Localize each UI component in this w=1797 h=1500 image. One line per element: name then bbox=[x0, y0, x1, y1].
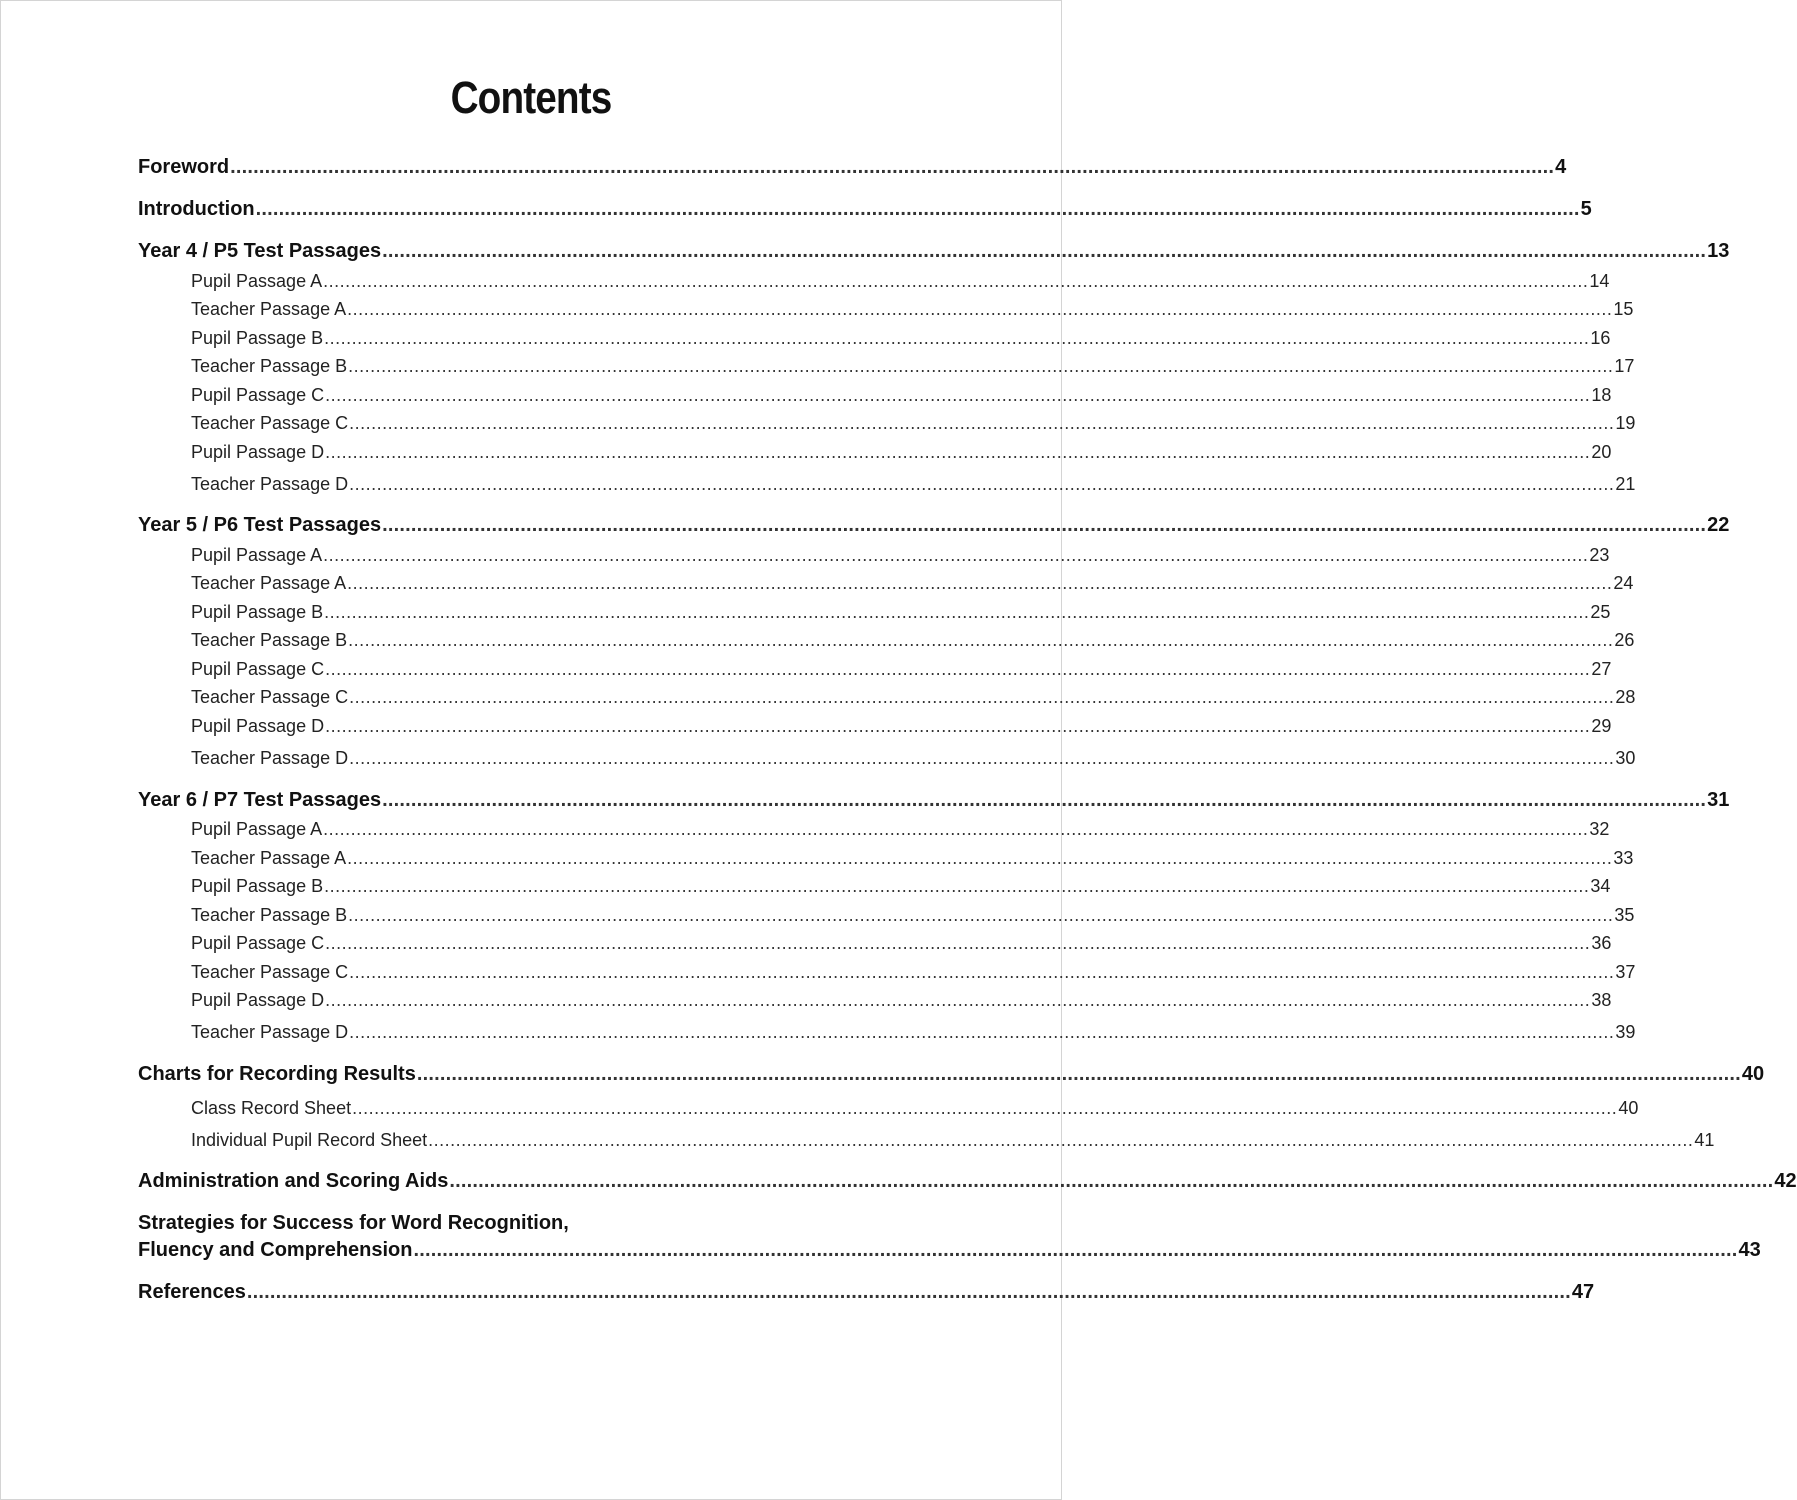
toc-subsection-entry[interactable] bbox=[191, 1022, 1636, 1043]
toc-page-number: 47 bbox=[1571, 1281, 1595, 1303]
toc-subsection-entry[interactable] bbox=[191, 716, 1612, 737]
toc-page-number: 20 bbox=[1591, 442, 1612, 462]
toc-page-number: 27 bbox=[1591, 659, 1612, 679]
toc-subsection-entry[interactable] bbox=[191, 328, 1611, 349]
dot-leader: ...................................................................................................................................................................................................................................... bbox=[325, 990, 1591, 1010]
toc-entry-label: Pupil Passage B bbox=[191, 602, 324, 622]
toc-page-number: 23 bbox=[1589, 545, 1610, 565]
toc-page-number: 17 bbox=[1614, 356, 1635, 376]
dot-leader: ...................................................................................................................................................................................................................................... bbox=[348, 905, 1614, 925]
toc-entry-label: Pupil Passage B bbox=[191, 328, 324, 348]
dot-leader: ...................................................................................................................................................................................................................................... bbox=[347, 573, 1613, 593]
dot-leader: ...................................................................................................................................................................................................................................... bbox=[347, 848, 1613, 868]
toc-entry-label: Pupil Passage C bbox=[191, 933, 325, 953]
toc-entry-label: Pupil Passage B bbox=[191, 876, 324, 896]
toc-section-entry[interactable] bbox=[138, 514, 1730, 537]
toc-entry-label: Teacher Passage B bbox=[191, 356, 348, 376]
toc-page-number: 19 bbox=[1615, 413, 1636, 433]
toc-page-number: 30 bbox=[1615, 748, 1636, 768]
dot-leader: ...................................................................................................................................................................................................................................... bbox=[349, 413, 1615, 433]
toc-subsection-entry[interactable] bbox=[191, 1098, 1639, 1119]
toc-page-number: 39 bbox=[1615, 1022, 1636, 1042]
toc-entry-label: Pupil Passage D bbox=[191, 990, 325, 1010]
dot-leader: ...................................................................................................................................................................................................................................... bbox=[325, 659, 1591, 679]
toc-entry-label: Pupil Passage C bbox=[191, 385, 325, 405]
dot-leader: ...................................................................................................................................................................................................................................... bbox=[324, 876, 1590, 896]
dot-leader: ...................................................................................................................................................................................................................................... bbox=[382, 514, 1707, 536]
dot-leader: ...................................................................................................................................................................................................................................... bbox=[325, 716, 1591, 736]
toc-entry-label: Teacher Passage C bbox=[191, 413, 349, 433]
dot-leader: ...................................................................................................................................................................................................................................... bbox=[428, 1130, 1694, 1150]
toc-subsection-entry[interactable] bbox=[191, 1130, 1715, 1151]
toc-page-number: 5 bbox=[1580, 198, 1592, 220]
toc-section-entry[interactable] bbox=[138, 1281, 1595, 1304]
toc-subsection-entry[interactable] bbox=[191, 299, 1634, 320]
toc-entry-label: Class Record Sheet bbox=[191, 1098, 352, 1118]
toc-page-number: 29 bbox=[1591, 716, 1612, 736]
toc-section-entry[interactable] bbox=[138, 240, 1730, 263]
toc-page-number: 26 bbox=[1614, 630, 1635, 650]
toc-subsection-entry[interactable] bbox=[191, 933, 1612, 954]
toc-entry-label: Teacher Passage A bbox=[191, 848, 347, 868]
toc-entry-label: Foreword bbox=[138, 156, 230, 178]
toc-page-number: 28 bbox=[1615, 687, 1636, 707]
dot-leader: ...................................................................................................................................................................................................................................... bbox=[325, 385, 1591, 405]
toc-section-entry[interactable] bbox=[138, 789, 1730, 812]
dot-leader: ...................................................................................................................................................................................................................................... bbox=[382, 789, 1707, 811]
toc-subsection-entry[interactable] bbox=[191, 905, 1635, 926]
toc-section-label-line: Strategies for Success for Word Recognition, bbox=[138, 1212, 569, 1234]
dot-leader: ...................................................................................................................................................................................................................................... bbox=[246, 1281, 1571, 1303]
toc-entry-label: Teacher Passage C bbox=[191, 687, 349, 707]
dot-leader: ...................................................................................................................................................................................................................................... bbox=[325, 442, 1591, 462]
toc-page-number: 38 bbox=[1591, 990, 1612, 1010]
toc-section-entry[interactable] bbox=[138, 1239, 1761, 1262]
toc-entry-label: Teacher Passage C bbox=[191, 962, 349, 982]
toc-entry-label: Year 5 / P6 Test Passages bbox=[138, 514, 382, 536]
dot-leader: ...................................................................................................................................................................................................................................... bbox=[230, 156, 1555, 178]
dot-leader: ...................................................................................................................................................................................................................................... bbox=[416, 1063, 1741, 1085]
toc-subsection-entry[interactable] bbox=[191, 413, 1636, 434]
toc-page-number: 18 bbox=[1591, 385, 1612, 405]
toc-subsection-entry[interactable] bbox=[191, 385, 1612, 406]
toc-page-number: 16 bbox=[1590, 328, 1611, 348]
dot-leader: ...................................................................................................................................................................................................................................... bbox=[323, 819, 1589, 839]
toc-entry-label: Teacher Passage A bbox=[191, 573, 347, 593]
toc-page-number: 32 bbox=[1589, 819, 1610, 839]
toc-subsection-entry[interactable] bbox=[191, 876, 1611, 897]
toc-page-number: 37 bbox=[1615, 962, 1636, 982]
toc-subsection-entry[interactable] bbox=[191, 356, 1635, 377]
toc-entry-label: Teacher Passage A bbox=[191, 299, 347, 319]
dot-leader: ...................................................................................................................................................................................................................................... bbox=[255, 198, 1580, 220]
toc-subsection-entry[interactable] bbox=[191, 990, 1612, 1011]
toc-page-number: 22 bbox=[1707, 514, 1730, 536]
toc-subsection-entry[interactable] bbox=[191, 848, 1634, 869]
toc-page-number: 40 bbox=[1741, 1063, 1765, 1085]
dot-leader: ...................................................................................................................................................................................................................................... bbox=[413, 1239, 1738, 1261]
dot-leader: ...................................................................................................................................................................................................................................... bbox=[349, 474, 1615, 494]
toc-page-number: 41 bbox=[1694, 1130, 1715, 1150]
toc-subsection-entry[interactable] bbox=[191, 819, 1610, 840]
toc-entry-label: Fluency and Comprehension bbox=[138, 1239, 413, 1261]
toc-subsection-entry[interactable] bbox=[191, 442, 1612, 463]
toc-subsection-entry[interactable] bbox=[191, 630, 1635, 651]
toc-page-number: 24 bbox=[1613, 573, 1634, 593]
toc-page-number: 13 bbox=[1707, 240, 1730, 262]
toc-entry-label: Pupil Passage D bbox=[191, 716, 325, 736]
toc-page-number: 14 bbox=[1589, 271, 1610, 291]
toc-page-number: 35 bbox=[1614, 905, 1635, 925]
dot-leader: ...................................................................................................................................................................................................................................... bbox=[324, 602, 1590, 622]
toc-entry-label: Administration and Scoring Aids bbox=[138, 1170, 449, 1192]
toc-page-number: 4 bbox=[1555, 156, 1567, 178]
toc-section-entry[interactable] bbox=[138, 1170, 1797, 1193]
dot-leader: ...................................................................................................................................................................................................................................... bbox=[323, 545, 1589, 565]
dot-leader: ...................................................................................................................................................................................................................................... bbox=[347, 299, 1613, 319]
dot-leader: ...................................................................................................................................................................................................................................... bbox=[349, 687, 1615, 707]
toc-subsection-entry[interactable] bbox=[191, 545, 1610, 566]
toc-entry-label: Teacher Passage D bbox=[191, 474, 349, 494]
toc-page-number: 36 bbox=[1591, 933, 1612, 953]
toc-entry-label: Teacher Passage B bbox=[191, 905, 348, 925]
toc-section-entry[interactable] bbox=[138, 1063, 1765, 1086]
toc-subsection-entry[interactable] bbox=[191, 573, 1634, 594]
toc-entry-label: Teacher Passage B bbox=[191, 630, 348, 650]
toc-entry-label: Teacher Passage D bbox=[191, 748, 349, 768]
toc-entry-label: Teacher Passage D bbox=[191, 1022, 349, 1042]
dot-leader: ...................................................................................................................................................................................................................................... bbox=[349, 748, 1615, 768]
toc-entry-label: Pupil Passage A bbox=[191, 819, 323, 839]
page-title: Contents bbox=[450, 72, 612, 123]
toc-page-number: 34 bbox=[1590, 876, 1611, 896]
dot-leader: ...................................................................................................................................................................................................................................... bbox=[349, 1022, 1615, 1042]
toc-entry-label: References bbox=[138, 1281, 246, 1303]
toc-entry-label: Pupil Passage A bbox=[191, 545, 323, 565]
toc-entry-label: Pupil Passage A bbox=[191, 271, 323, 291]
dot-leader: ...................................................................................................................................................................................................................................... bbox=[323, 271, 1589, 291]
toc-subsection-entry[interactable] bbox=[191, 659, 1612, 680]
toc-subsection-entry[interactable] bbox=[191, 748, 1636, 769]
dot-leader: ...................................................................................................................................................................................................................................... bbox=[325, 933, 1591, 953]
toc-section-entry[interactable] bbox=[138, 156, 1567, 179]
dot-leader: ...................................................................................................................................................................................................................................... bbox=[324, 328, 1590, 348]
toc-entry-label: Year 6 / P7 Test Passages bbox=[138, 789, 382, 811]
toc-page-number: 15 bbox=[1613, 299, 1634, 319]
dot-leader: ...................................................................................................................................................................................................................................... bbox=[382, 240, 1707, 262]
dot-leader: ...................................................................................................................................................................................................................................... bbox=[348, 356, 1614, 376]
toc-subsection-entry[interactable] bbox=[191, 602, 1611, 623]
dot-leader: ...................................................................................................................................................................................................................................... bbox=[349, 962, 1615, 982]
toc-page-number: 42 bbox=[1774, 1170, 1797, 1192]
toc-entry-label: Charts for Recording Results bbox=[138, 1063, 416, 1085]
toc-subsection-entry[interactable] bbox=[191, 962, 1636, 983]
toc-section-entry[interactable] bbox=[138, 198, 1592, 221]
dot-leader: ...................................................................................................................................................................................................................................... bbox=[449, 1170, 1774, 1192]
toc-page-number: 31 bbox=[1707, 789, 1730, 811]
toc-page-number: 25 bbox=[1590, 602, 1611, 622]
dot-leader: ...................................................................................................................................................................................................................................... bbox=[352, 1098, 1618, 1118]
toc-subsection-entry[interactable] bbox=[191, 474, 1636, 495]
toc-entry-label: Pupil Passage C bbox=[191, 659, 325, 679]
toc-subsection-entry[interactable] bbox=[191, 271, 1610, 292]
dot-leader: ...................................................................................................................................................................................................................................... bbox=[348, 630, 1614, 650]
toc-entry-label: Pupil Passage D bbox=[191, 442, 325, 462]
toc-entry-label: Year 4 / P5 Test Passages bbox=[138, 240, 382, 262]
toc-entry-label: Introduction bbox=[138, 198, 255, 220]
toc-page-number: 43 bbox=[1738, 1239, 1761, 1261]
toc-page-number: 21 bbox=[1615, 474, 1636, 494]
toc-subsection-entry[interactable] bbox=[191, 687, 1636, 708]
toc-entry-label: Individual Pupil Record Sheet bbox=[191, 1130, 428, 1150]
toc-page-number: 40 bbox=[1618, 1098, 1639, 1118]
toc-page-number: 33 bbox=[1613, 848, 1634, 868]
